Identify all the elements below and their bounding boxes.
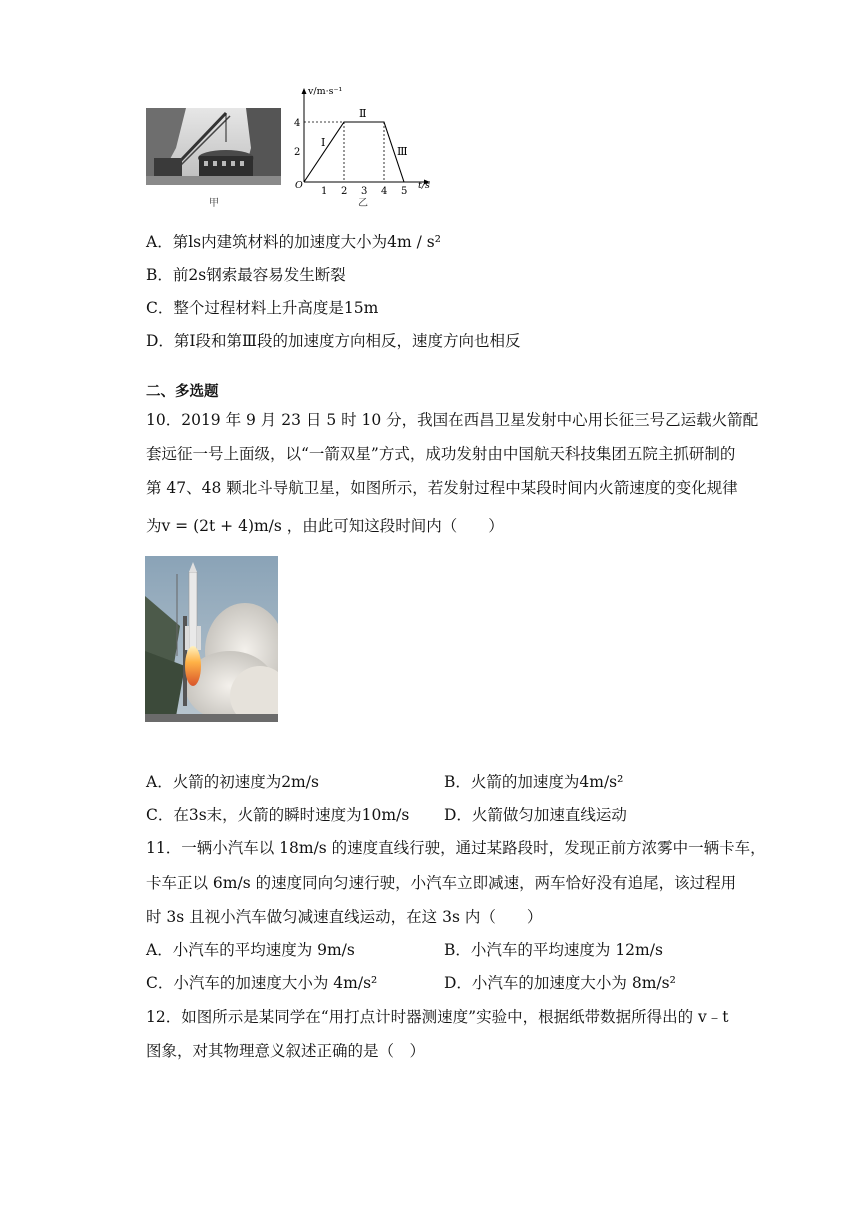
q9-option-b: B．前2s钢索最容易发生断裂 <box>146 266 346 284</box>
x-tick-1: 1 <box>321 186 328 196</box>
vt-graph <box>288 84 438 196</box>
rocket-launch-photo <box>145 556 278 722</box>
q10-line-4: 为v = (2t + 4)m/s ，由此可知这段时间内（ ） <box>146 517 504 535</box>
q11-option-a: A．小汽车的平均速度为 9m/s <box>146 941 355 959</box>
x-tick-2: 2 <box>341 186 348 196</box>
q9-option-d: D．第Ⅰ段和第Ⅲ段的加速度方向相反，速度方向也相反 <box>146 332 521 350</box>
y-tick-4: 4 <box>294 118 301 129</box>
x-tick-4: 4 <box>381 186 388 196</box>
q10-option-b: B．火箭的加速度为4m/s² <box>444 773 624 791</box>
segment-label-1: Ⅰ <box>321 136 326 149</box>
section-heading: 二、多选题 <box>146 384 219 400</box>
q11-line-1: 11．一辆小汽车以 18m/s 的速度直线行驶，通过某路段时，发现正前方浓雾中一辆卡车， <box>146 839 766 857</box>
q11-line-2: 卡车正以 6m/s 的速度同向匀速行驶，小汽车立即减速，两车恰好没有追尾，该过程用 <box>146 874 737 892</box>
segment-label-2: Ⅱ <box>359 107 367 120</box>
q10-line-2: 套远征一号上面级，以“一箭双星”方式，成功发射由中国航天科技集团五院主抓研制的 <box>146 445 736 463</box>
y-axis-arrow <box>302 88 307 94</box>
q11-line-3: 时 3s 且视小汽车做匀减速直线运动，在这 3s 内（ ） <box>146 908 543 926</box>
crane-photo <box>146 108 281 185</box>
origin-label: O <box>295 180 303 191</box>
x-axis-label: t/s <box>418 180 430 191</box>
x-tick-3: 3 <box>361 186 368 196</box>
q10-option-a: A．火箭的初速度为2m/s <box>146 773 319 791</box>
velocity-line <box>304 122 404 182</box>
y-axis-label: v/m·s⁻¹ <box>308 86 343 97</box>
q10-option-c: C．在3s末，火箭的瞬时速度为10m/s <box>146 806 410 824</box>
q11-option-c: C．小汽车的加速度大小为 4m/s² <box>146 974 378 992</box>
photo-caption: 甲 <box>209 198 219 209</box>
q11-option-d: D．小汽车的加速度大小为 8m/s² <box>444 974 676 992</box>
q10-line-1: 10．2019 年 9 月 23 日 5 时 10 分，我国在西昌卫星发射中心用长征三号乙运载火箭配 <box>146 411 759 429</box>
q11-option-b: B．小汽车的平均速度为 12m/s <box>444 941 663 959</box>
q12-line-1: 12．如图所示是某同学在“用打点计时器测速度”实验中，根据纸带数据所得出的 v﹣t <box>146 1008 729 1026</box>
q10-option-d: D．火箭做匀加速直线运动 <box>444 806 627 824</box>
segment-label-3: Ⅲ <box>397 145 408 158</box>
q9-option-c: C．整个过程材料上升高度是15m <box>146 299 379 317</box>
y-tick-2: 2 <box>294 147 301 158</box>
graph-caption: 乙 <box>358 198 368 209</box>
q9-option-a: A．第ls内建筑材料的加速度大小为4m / s² <box>146 233 441 251</box>
q10-line-3: 第 47、48 颗北斗导航卫星，如图所示，若发射过程中某段时间内火箭速度的变化规律 <box>146 479 738 497</box>
q12-line-2: 图象，对其物理意义叙述正确的是（ ） <box>146 1042 426 1060</box>
x-tick-5: 5 <box>401 186 408 196</box>
